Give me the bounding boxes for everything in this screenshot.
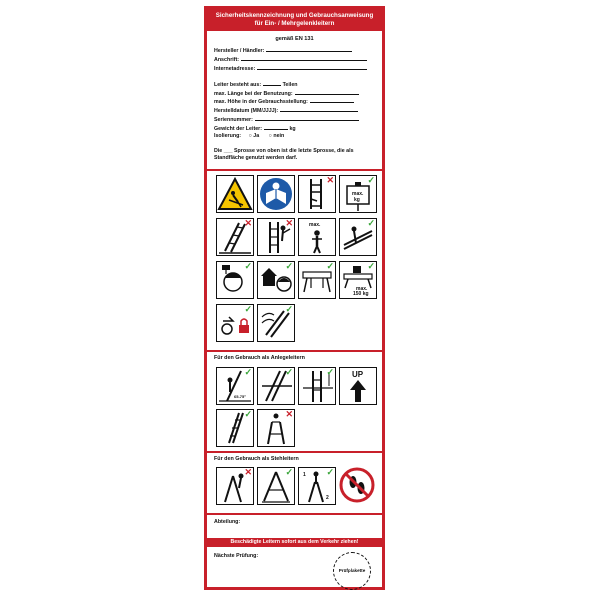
prohibited-cross-icon: ✕: [285, 218, 293, 228]
allowed-check-icon: ✓: [244, 367, 252, 377]
insulation-no-checkbox[interactable]: ○: [268, 133, 272, 139]
max-label: max.: [352, 191, 364, 197]
address-blank: [241, 56, 367, 61]
pictogram-damaged-ladder: [298, 175, 336, 213]
pictogram-overreach: [257, 218, 295, 256]
next-check-field: [214, 553, 258, 559]
allowed-check-icon: ✓: [244, 304, 252, 314]
max-label: max.: [356, 286, 368, 292]
manufacture-date-field: [214, 107, 358, 114]
allowed-check-icon: ✓: [285, 367, 293, 377]
parts-blank: [263, 81, 281, 86]
label-header: [207, 9, 382, 31]
parts-unit: Teilen: [282, 82, 298, 88]
prohibited-cross-icon: ✕: [285, 409, 293, 419]
allowed-check-icon: ✓: [285, 261, 293, 271]
pictogram-stepladder-open: [257, 467, 295, 505]
pictogram-stepladder-top: [298, 467, 336, 505]
pictogram-max-150kg: [339, 261, 377, 299]
pictogram-hinge-lock: [216, 304, 254, 342]
warning-fall-icon: [217, 176, 253, 212]
internet-field: [214, 65, 367, 72]
lean-to-section-title: Für den Gebrauch als Anlegeleitern: [214, 355, 305, 361]
serial-field: [214, 116, 359, 123]
allowed-check-icon: ✓: [326, 261, 334, 271]
serial-blank: [255, 116, 359, 121]
max-height-blank: [310, 98, 354, 103]
max-length-label: max. Länge bei der Benutzung:: [214, 91, 293, 97]
insulation-label: Isolierung:: [214, 133, 242, 139]
safety-label: [204, 6, 385, 590]
manufacturer-field: [214, 47, 352, 54]
rung-note: Die ___ Sprosse von oben ist die letzte Sprosse, die als Standfläche genutzt werden darf.: [214, 148, 354, 161]
section-divider: [207, 513, 382, 515]
allowed-check-icon: ✓: [285, 467, 293, 477]
standard-reference: gemäß EN 131: [275, 36, 314, 42]
pictogram-read-manual: [257, 175, 295, 213]
pictogram-side-step: [216, 409, 254, 447]
pictogram-back-step: [257, 409, 295, 447]
prohibited-cross-icon: ✕: [244, 467, 252, 477]
insulation-field: [214, 133, 284, 139]
parts-label: Leiter besteht aus:: [214, 82, 262, 88]
allowed-check-icon: ✓: [244, 261, 252, 271]
damaged-ladder-banner: Beschädigte Leitern sofort aus dem Verkehr ziehen!: [207, 538, 382, 547]
pictogram-electric: [216, 261, 254, 299]
allowed-check-icon: ✓: [326, 367, 334, 377]
max-150kg-label: 150 kg: [353, 291, 369, 297]
allowed-check-icon: ✓: [367, 261, 375, 271]
pictogram-top-extension: [257, 367, 295, 405]
department-field: [214, 519, 240, 525]
angle-label: 65-75°: [234, 394, 246, 399]
pictogram-one-metre: [298, 367, 336, 405]
read-manual-icon: [258, 176, 294, 212]
manufacturer-label: Hersteller / Händler:: [214, 48, 265, 54]
internet-blank: [257, 65, 367, 70]
manufacture-date-label: Herstelldatum (MM/JJJJ):: [214, 108, 279, 114]
allowed-check-icon: ✓: [367, 218, 375, 228]
address-field: [214, 56, 367, 63]
prohibited-cross-icon: ✕: [244, 218, 252, 228]
manufacture-date-blank: [280, 107, 358, 112]
label-title-line2: für Ein- / Mehrgelenkleitern: [254, 20, 335, 27]
insulation-yes-checkbox[interactable]: ○: [248, 133, 252, 139]
max-label: max.: [309, 222, 321, 228]
allowed-check-icon: ✓: [367, 175, 375, 185]
no-footwear-icon: [339, 467, 375, 503]
next-check-label: Nächste Prüfung:: [214, 553, 259, 559]
pictogram-max-person: [298, 218, 336, 256]
inspection-seal: [333, 552, 371, 590]
pictogram-base: [298, 261, 336, 299]
manufacturer-blank: [266, 47, 352, 52]
kg-label: kg: [354, 197, 360, 203]
pictogram-angle: [216, 367, 254, 405]
step-two-label: 2: [326, 495, 329, 501]
max-length-blank: [295, 90, 359, 95]
up-label: UP: [352, 370, 364, 379]
pictogram-carry: [339, 218, 377, 256]
pictogram-up: [339, 367, 377, 405]
allowed-check-icon: ✓: [285, 304, 293, 314]
weight-blank: [264, 125, 288, 130]
max-length-field: [214, 90, 359, 97]
max-height-label: max. Höhe in der Gebrauchsstellung:: [214, 99, 308, 105]
pictogram-max-load: [339, 175, 377, 213]
standing-section-title: Für den Gebrauch als Stehleitern: [214, 456, 299, 462]
pictogram-stepladder-side: [216, 467, 254, 505]
pictogram-warning: [216, 175, 254, 213]
pictogram-ladder-lean: [216, 218, 254, 256]
insulation-yes-label: Ja: [253, 133, 260, 139]
pictogram-clean: [257, 304, 295, 342]
allowed-check-icon: ✓: [244, 409, 252, 419]
section-divider: [207, 169, 382, 171]
internet-label: Internetadresse:: [214, 66, 256, 72]
max-height-field: [214, 98, 354, 105]
pictogram-no-footwear: [339, 467, 377, 505]
department-label: Abteilung:: [214, 519, 241, 525]
parts-field: [214, 81, 298, 88]
allowed-check-icon: ✓: [326, 467, 334, 477]
section-divider: [207, 350, 382, 352]
step-one-label: 1: [303, 472, 306, 478]
weight-unit: kg: [289, 126, 296, 132]
pictogram-indoor: [257, 261, 295, 299]
insulation-no-label: nein: [273, 133, 285, 139]
section-divider: [207, 451, 382, 453]
weight-field: [214, 125, 296, 132]
label-title-line1: Sicherheitskennzeichnung und Gebrauchsanweisung: [215, 12, 374, 19]
address-label: Anschrift:: [214, 57, 240, 63]
serial-label: Seriennummer:: [214, 117, 253, 123]
prohibited-cross-icon: ✕: [326, 175, 334, 185]
seal-label: Prüfplakette: [338, 568, 366, 573]
weight-label: Gewicht der Leiter:: [214, 126, 262, 132]
